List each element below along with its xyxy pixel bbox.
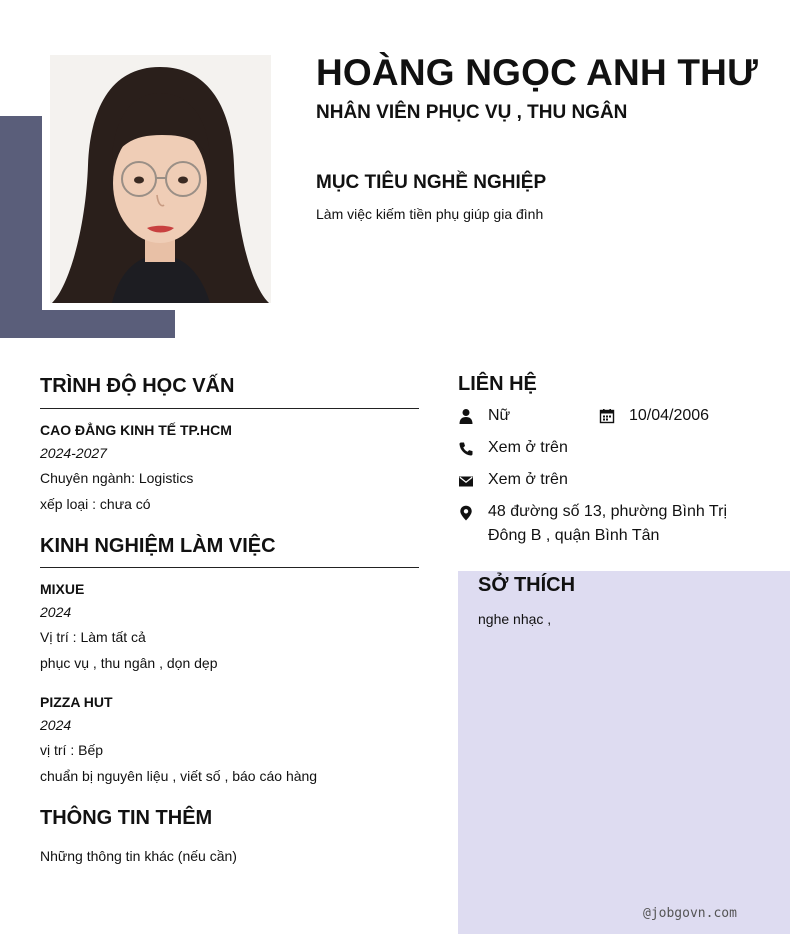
job-tasks: chuẩn bị nguyên liệu , viết số , báo cáo hàng [40, 768, 318, 784]
education-major: Chuyên ngành: Logistics [40, 470, 194, 486]
profile-photo [50, 55, 271, 303]
objective-heading: MỤC TIÊU NGHỀ NGHIỆP [316, 172, 547, 193]
phone-icon [458, 441, 474, 457]
job-period: 2024 [40, 604, 72, 620]
education-school: CAO ĐẲNG KINH TẾ TP.HCM [40, 422, 232, 438]
education-period: 2024-2027 [40, 445, 107, 461]
location-pin-icon [458, 505, 474, 521]
job-position: vị trí : Bếp [40, 742, 104, 758]
contact-gender: Nữ [488, 407, 511, 424]
job-company: MIXUE [40, 581, 85, 597]
calendar-icon [599, 408, 615, 424]
hobbies-heading: SỞ THÍCH [478, 574, 576, 596]
education-heading: TRÌNH ĐỘ HỌC VẤN [40, 375, 235, 397]
job-title: NHÂN VIÊN PHỤC VỤ , THU NGÂN [316, 102, 628, 123]
candidate-name: HOÀNG NGỌC ANH THƯ [316, 52, 758, 93]
job-period: 2024 [40, 717, 72, 733]
job-position: Vị trí : Làm tất cả [40, 629, 146, 645]
accent-horizontal-bar [0, 310, 175, 338]
job-company: PIZZA HUT [40, 694, 113, 710]
experience-heading: KINH NGHIỆM LÀM VIỆC [40, 535, 276, 557]
person-icon [458, 408, 474, 424]
additional-text: Những thông tin khác (nếu cần) [40, 848, 237, 864]
additional-heading: THÔNG TIN THÊM [40, 807, 213, 829]
education-grade: xếp loại : chưa có [40, 496, 151, 512]
contact-birthday: 10/04/2006 [629, 407, 710, 424]
contact-email: Xem ở trên [488, 471, 568, 488]
watermark: @jobgovn.com [643, 906, 737, 921]
hobbies-text: nghe nhạc , [478, 611, 552, 627]
contact-heading: LIÊN HỆ [458, 373, 537, 395]
experience-divider [40, 567, 419, 568]
education-divider [40, 408, 419, 409]
job-tasks: phục vụ , thu ngân , dọn dẹp [40, 655, 218, 671]
mail-icon [458, 473, 474, 489]
objective-text: Làm việc kiếm tiền phụ giúp gia đình [316, 206, 544, 222]
contact-address: 48 đường số 13, phường Bình Trị Đông B , quận Bình Tân [488, 503, 727, 544]
contact-phone: Xem ở trên [488, 439, 568, 456]
accent-vertical-bar [0, 116, 42, 338]
